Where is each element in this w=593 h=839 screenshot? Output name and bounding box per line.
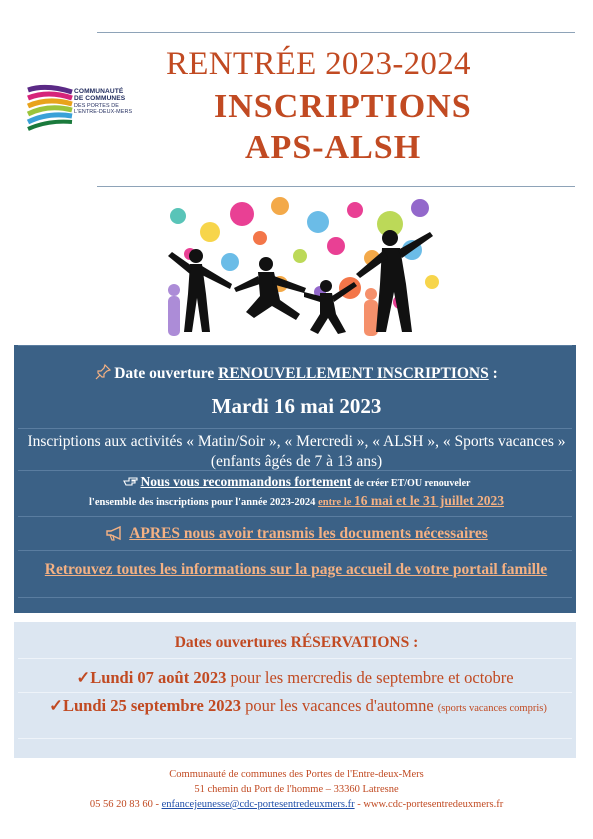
children-jumping-illustration <box>150 192 442 340</box>
bottom-rule <box>97 186 575 187</box>
renewal-date: Mardi 16 mai 2023 <box>211 394 382 418</box>
period-text: l'ensemble des inscriptions pour l'année 2023-2024 entre le 16 mai et le 31 juillet 2023 <box>88 493 505 508</box>
logo-text: COMMUNAUTÉ DE COMMUNES DES PORTES DE L'ENTRE-DEUX-MERS <box>74 88 133 116</box>
footer-org: Communauté de communes des Portes de l'Entre-deux-Mers <box>169 769 424 780</box>
footer-contact: 05 56 20 83 60 - enfancejeunesse@cdc-portesentredeuxmers.fr - www.cdc-portesentredeuxmers.fr <box>89 799 504 810</box>
top-rule <box>97 32 575 33</box>
portal-info-link[interactable]: Retrouvez toutes les informations sur la page accueil de votre portail famille <box>44 561 548 578</box>
check-icon: ✓ <box>49 696 63 715</box>
reservation-item-1: ✓Lundi 07 août 2023 pour les mercredis de septembre et octobre <box>76 668 514 687</box>
footer-email-link[interactable]: enfancejeunesse@cdc-portesentredeuxmers.fr <box>161 799 355 810</box>
reservations-heading: Dates ouvertures RÉSERVATIONS : <box>174 634 419 651</box>
recommendation-text: Nous vous recommandons fortement de créer ET/OU renouveler <box>0 474 593 490</box>
after-documents-text: APRES nous avoir transmis les documents nécessaires <box>0 525 593 543</box>
renewal-heading: Date ouverture RENOUVELLEMENT INSCRIPTIONS : <box>0 364 593 383</box>
check-icon: ✓ <box>76 668 91 687</box>
title-inscriptions: INSCRIPTIONS <box>214 88 472 125</box>
reservation-item-2: ✓Lundi 25 septembre 2023 pour les vacances d'automne (sports vacances compris) <box>49 696 547 715</box>
footer-phone: 05 56 20 83 60 <box>89 799 153 810</box>
activities-text: Inscriptions aux activités « Matin/Soir », « Mercredi », « ALSH », « Sports vacances » (enfants âgés de 7 à 13 ans) <box>27 433 566 470</box>
title-rentree: RENTRÉE 2023-2024 <box>166 46 471 82</box>
footer-address: 51 chemin du Port de l'homme – 33360 Latresne <box>194 784 399 795</box>
pin-icon <box>95 364 111 380</box>
title-aps-alsh: APS-ALSH <box>245 129 422 166</box>
megaphone-icon <box>105 525 125 541</box>
pointing-hand-icon <box>123 475 139 487</box>
footer-website-link[interactable]: www.cdc-portesentredeuxmers.fr <box>363 799 504 810</box>
